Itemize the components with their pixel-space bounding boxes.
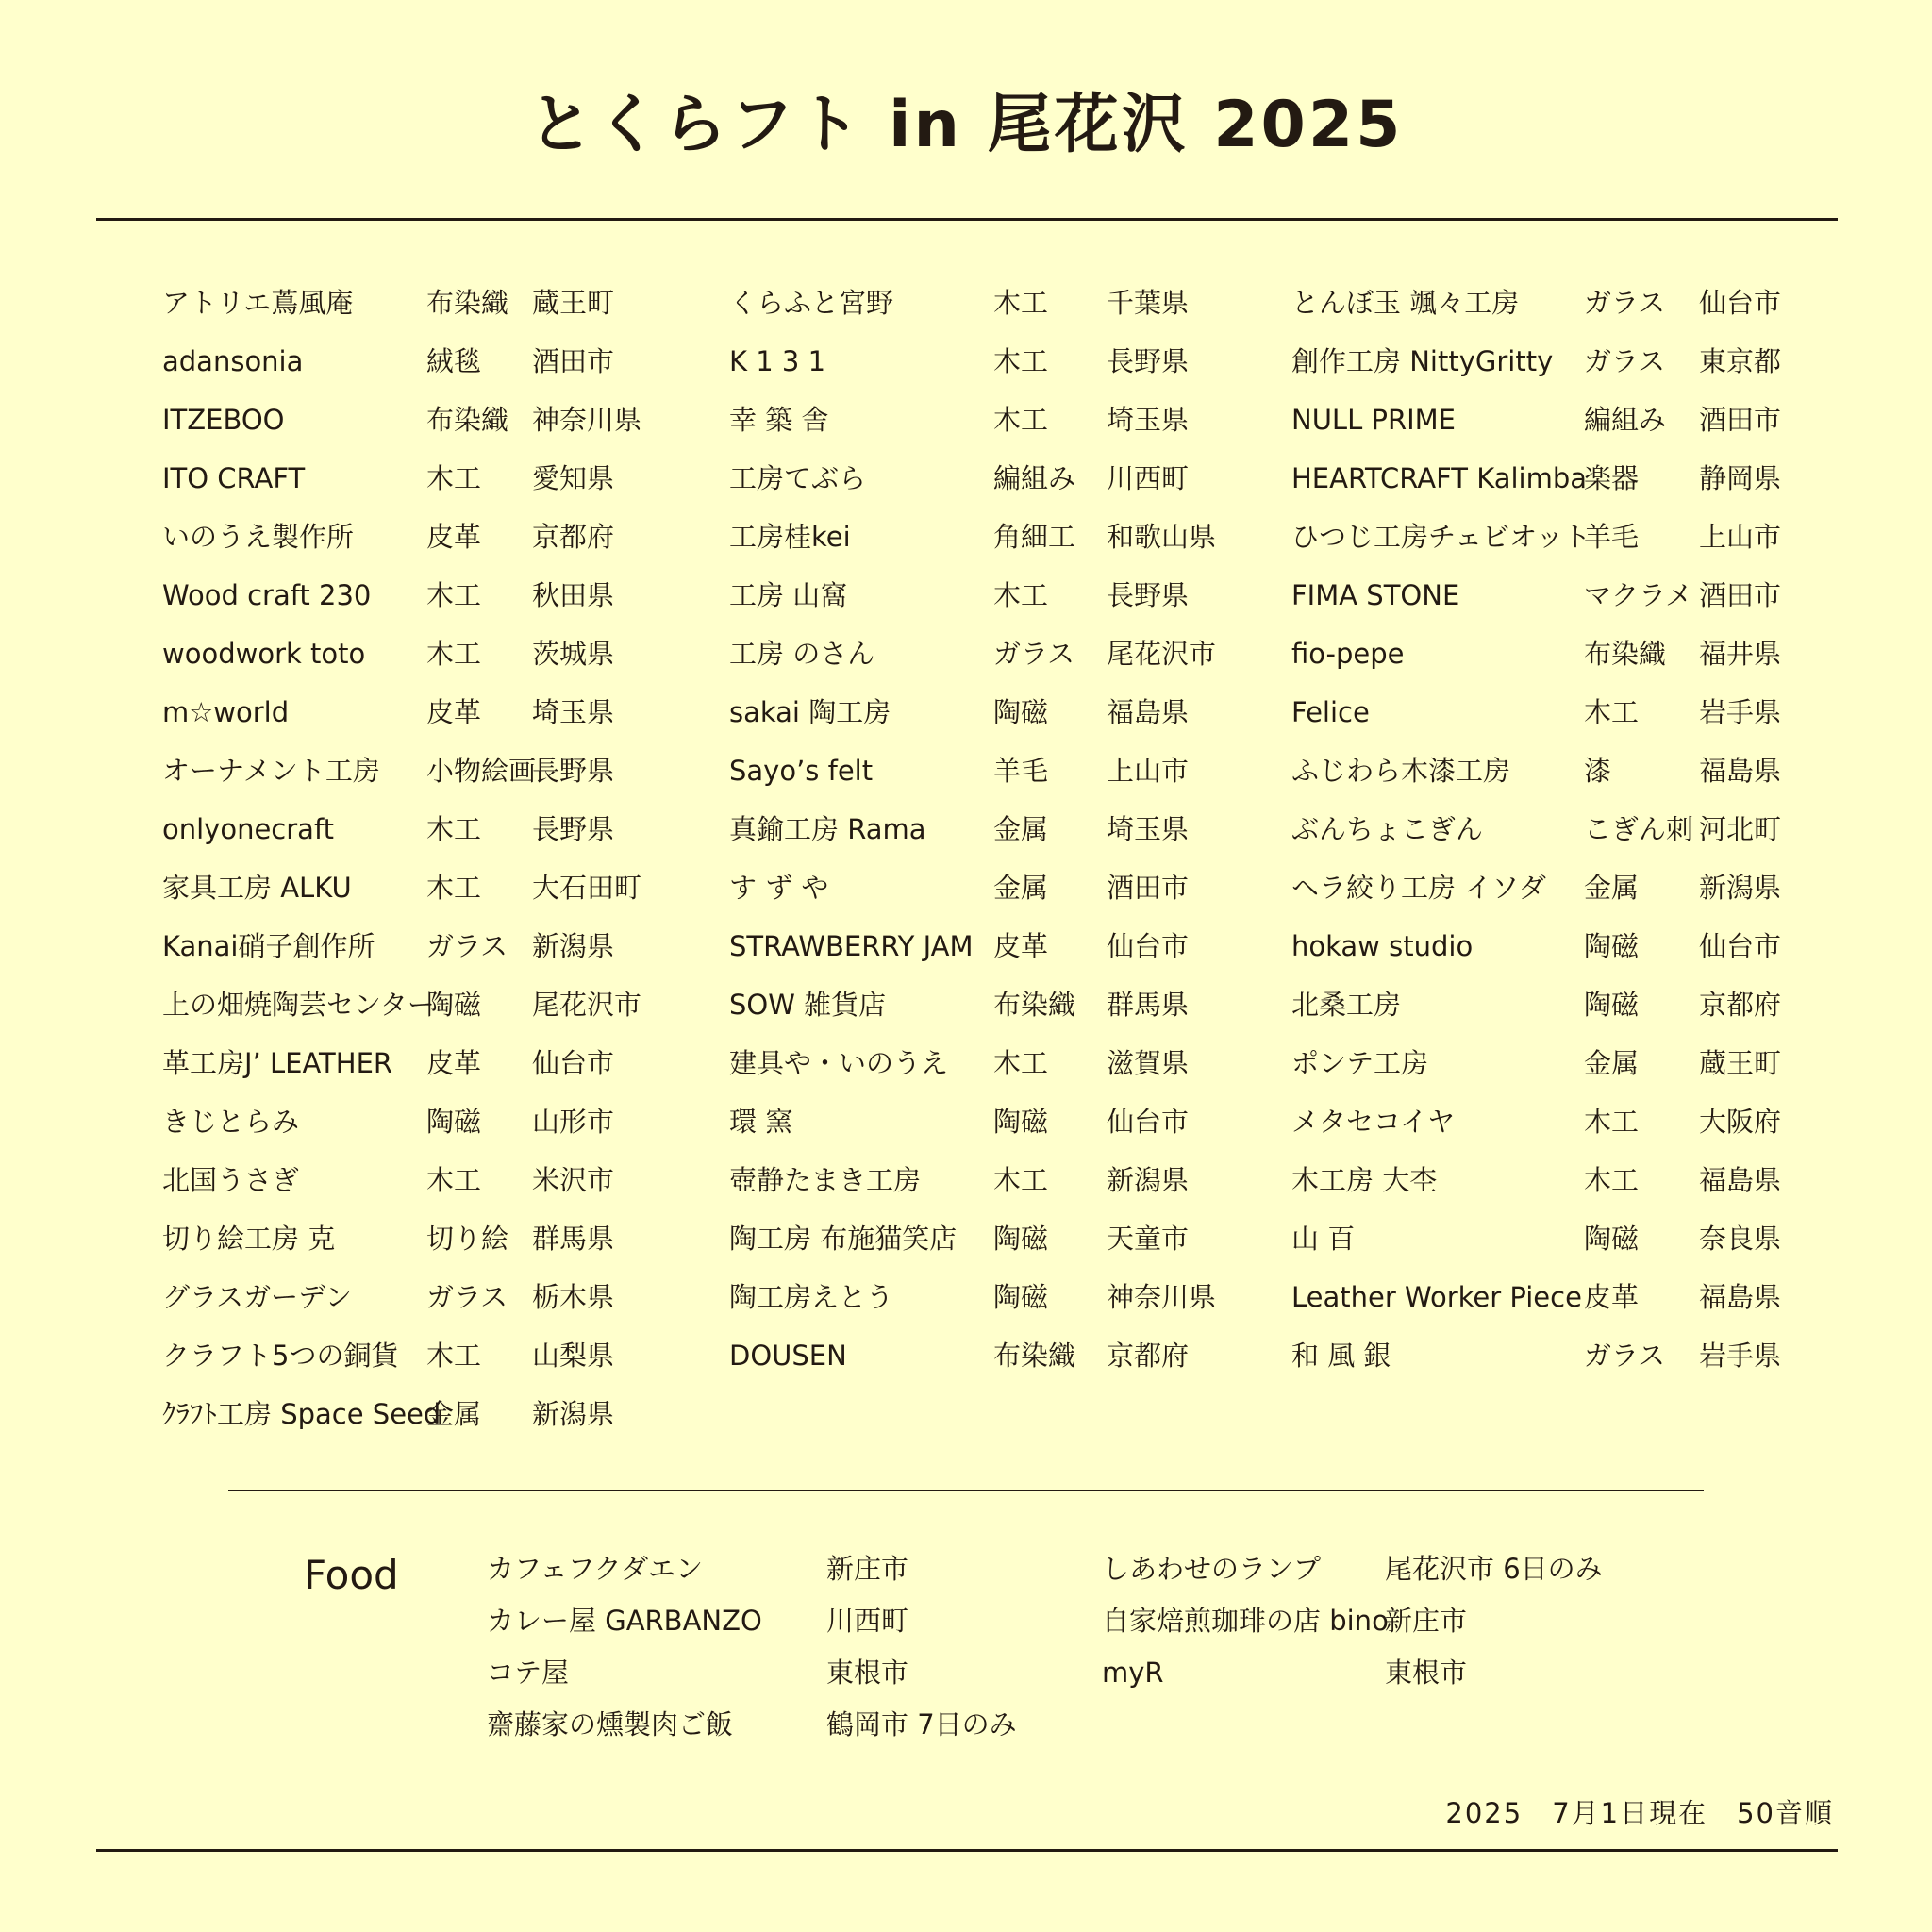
food-vendor-location: 尾花沢市 6日のみ <box>1385 1553 1603 1585</box>
craft-type: マクラメ <box>1584 579 1693 611</box>
exhibitor-name: SOW 雑貨店 <box>729 989 887 1021</box>
craft-type: 木工 <box>426 872 482 904</box>
exhibitor-location: 上山市 <box>1699 521 1782 553</box>
exhibitor-location: 神奈川県 <box>532 404 642 436</box>
exhibitor-name: fio-pepe <box>1291 638 1405 670</box>
craft-type: 皮革 <box>426 696 482 728</box>
craft-type: 木工 <box>426 462 482 494</box>
craft-type: 木工 <box>426 813 482 845</box>
exhibitor-row <box>729 975 1229 1034</box>
exhibitor-name: 木工房 大杢 <box>1291 1164 1438 1196</box>
exhibitor-row <box>1291 1326 1791 1385</box>
exhibitor-location: 長野県 <box>1107 345 1190 377</box>
exhibitor-row <box>1291 391 1791 449</box>
exhibitor-row <box>162 683 653 741</box>
page-title: とくらフト in 尾花沢 2025 <box>528 88 1404 162</box>
exhibitor-row <box>162 1385 653 1443</box>
craft-type: 切り絵 <box>426 1223 509 1255</box>
exhibitor-location: 岩手県 <box>1699 696 1782 728</box>
craft-type: 編組み <box>1584 404 1667 436</box>
exhibitor-row <box>729 508 1229 566</box>
craft-type: 陶磁 <box>993 1223 1049 1255</box>
exhibitor-name: 陶工房 布施猫笑店 <box>729 1223 958 1255</box>
craft-type: ガラス <box>993 638 1075 670</box>
exhibitor-name: sakai 陶工房 <box>729 696 891 728</box>
exhibitor-location: 静岡県 <box>1699 462 1782 494</box>
exhibitor-row <box>729 449 1229 508</box>
exhibitor-row <box>162 449 653 508</box>
craft-type: ガラス <box>1584 287 1666 319</box>
exhibitor-name: 北国うさぎ <box>162 1164 300 1196</box>
exhibitor-row <box>729 683 1229 741</box>
exhibitor-row <box>729 566 1229 625</box>
craft-type: 漆 <box>1584 755 1612 787</box>
craft-type: 布染織 <box>426 287 509 319</box>
exhibitor-row <box>1291 1268 1791 1326</box>
craft-type: 羊毛 <box>1584 521 1640 553</box>
exhibitor-name: ｸﾗﾌﾄ工房 Space Seed <box>162 1398 441 1430</box>
exhibitor-location: 酒田市 <box>1699 579 1782 611</box>
exhibitor-row <box>1291 1034 1791 1092</box>
craft-type: 角細工 <box>993 521 1076 553</box>
craft-type: 陶磁 <box>426 989 482 1021</box>
food-row <box>487 1543 1072 1595</box>
exhibitor-location: 上山市 <box>1107 755 1190 787</box>
food-row <box>1102 1543 1687 1595</box>
craft-type: ガラス <box>426 930 508 962</box>
exhibitor-location: 大石田町 <box>532 872 642 904</box>
exhibitor-name: きじとらみ <box>162 1106 300 1138</box>
food-vendor-name: myR <box>1102 1657 1164 1689</box>
craft-type: 木工 <box>993 579 1049 611</box>
exhibitor-name: 建具や・いのうえ <box>729 1047 949 1079</box>
craft-type: 陶磁 <box>426 1106 482 1138</box>
exhibitor-name: ヘラ絞り工房 イソダ <box>1291 872 1546 904</box>
craft-type: 木工 <box>993 404 1049 436</box>
exhibitor-location: 埼玉県 <box>1107 813 1190 845</box>
craft-type: 陶磁 <box>993 696 1049 728</box>
exhibitor-column-2 <box>729 274 1229 1385</box>
craft-type: 木工 <box>1584 696 1640 728</box>
craft-type: ガラス <box>1584 345 1666 377</box>
exhibitor-row <box>162 508 653 566</box>
exhibitor-name: adansonia <box>162 345 304 377</box>
exhibitor-location: 大阪府 <box>1699 1106 1782 1138</box>
exhibitor-name: FIMA STONE <box>1291 579 1460 611</box>
food-row <box>487 1699 1072 1751</box>
exhibitor-row <box>1291 1209 1791 1268</box>
exhibitor-location: 奈良県 <box>1699 1223 1782 1255</box>
exhibitor-location: 仙台市 <box>1699 930 1782 962</box>
food-vendor-name: 自家焙煎珈琲の店 bino <box>1102 1605 1389 1637</box>
exhibitor-location: 群馬県 <box>1107 989 1190 1021</box>
food-vendor-name: カレー屋 GARBANZO <box>487 1605 762 1637</box>
exhibitor-name: 上の畑焼陶芸センター <box>162 989 435 1021</box>
exhibitor-location: 福井県 <box>1699 638 1782 670</box>
exhibitor-location: 仙台市 <box>1107 1106 1190 1138</box>
exhibitor-row <box>1291 508 1791 566</box>
exhibitor-row <box>1291 625 1791 683</box>
exhibitor-name: Sayo’s felt <box>729 755 874 787</box>
exhibitor-name: 和 風 銀 <box>1291 1340 1391 1372</box>
exhibitor-location: 茨城県 <box>532 638 615 670</box>
food-heading: Food <box>304 1552 399 1598</box>
exhibitor-row <box>162 1326 653 1385</box>
exhibitor-name: Kanai硝子創作所 <box>162 930 375 962</box>
exhibitor-location: 東京都 <box>1699 345 1782 377</box>
craft-type: 皮革 <box>426 1047 482 1079</box>
craft-type: 金属 <box>1584 872 1640 904</box>
exhibitor-name: とんぼ玉 颯々工房 <box>1291 287 1520 319</box>
exhibitor-row <box>1291 741 1791 800</box>
exhibitor-name: アトリエ蔦風庵 <box>162 287 354 319</box>
food-vendor-location: 新庄市 <box>826 1553 909 1585</box>
craft-type: 布染織 <box>993 1340 1076 1372</box>
exhibitor-name: DOUSEN <box>729 1340 847 1372</box>
food-row <box>487 1595 1072 1647</box>
exhibitor-location: 福島県 <box>1699 1281 1782 1313</box>
craft-type: こぎん刺 <box>1584 813 1694 845</box>
exhibitor-name: いのうえ製作所 <box>162 521 355 553</box>
exhibitor-location: 仙台市 <box>1699 287 1782 319</box>
exhibitor-location: 尾花沢市 <box>532 989 642 1021</box>
exhibitor-row <box>729 274 1229 332</box>
exhibitor-location: 福島県 <box>1699 755 1782 787</box>
exhibitor-name: HEARTCRAFT Kalimba <box>1291 462 1588 494</box>
exhibitor-name: 環 窯 <box>729 1106 793 1138</box>
exhibitor-row <box>729 625 1229 683</box>
craft-type: 陶磁 <box>1584 930 1640 962</box>
exhibitor-row <box>1291 332 1791 391</box>
exhibitor-location: 京都府 <box>1699 989 1782 1021</box>
exhibitor-name: STRAWBERRY JAM <box>729 930 974 962</box>
exhibitor-name: 切り絵工房 克 <box>162 1223 336 1255</box>
exhibitor-location: 山形市 <box>532 1106 615 1138</box>
exhibitor-location: 愛知県 <box>532 462 615 494</box>
craft-type: 木工 <box>1584 1164 1640 1196</box>
exhibitor-location: 長野県 <box>532 755 615 787</box>
craft-type: ガラス <box>426 1281 508 1313</box>
exhibitor-name: 工房 山窩 <box>729 579 848 611</box>
exhibitor-row <box>1291 683 1791 741</box>
exhibitor-row <box>162 858 653 917</box>
exhibitor-location: 福島県 <box>1699 1164 1782 1196</box>
exhibitor-location: 酒田市 <box>1699 404 1782 436</box>
craft-type: 陶磁 <box>993 1106 1049 1138</box>
exhibitor-row <box>729 800 1229 858</box>
food-vendor-name: コテ屋 <box>487 1657 570 1689</box>
section-divider <box>228 1490 1704 1491</box>
craft-type: 木工 <box>426 1340 482 1372</box>
craft-type: 絨毯 <box>426 345 482 377</box>
exhibitor-name: 北桑工房 <box>1291 989 1402 1021</box>
top-divider <box>96 218 1838 221</box>
exhibitor-name: クラフト5つの銅貨 <box>162 1340 399 1372</box>
exhibitor-row <box>729 917 1229 975</box>
craft-type: 木工 <box>426 579 482 611</box>
exhibitor-location: 埼玉県 <box>1107 404 1190 436</box>
exhibitor-name: woodwork toto <box>162 638 366 670</box>
craft-type: 羊毛 <box>993 755 1049 787</box>
exhibitor-row <box>162 1092 653 1151</box>
food-vendor-location: 東根市 <box>1385 1657 1468 1689</box>
exhibitor-name: す ず や <box>729 872 829 904</box>
exhibitor-row <box>1291 917 1791 975</box>
exhibitor-row <box>729 1151 1229 1209</box>
exhibitor-row <box>1291 1092 1791 1151</box>
exhibitor-row <box>1291 858 1791 917</box>
bottom-divider <box>96 1849 1838 1852</box>
exhibitor-row <box>162 1268 653 1326</box>
exhibitor-name: 陶工房えとう <box>729 1281 894 1313</box>
exhibitor-location: 新潟県 <box>1107 1164 1190 1196</box>
food-row <box>1102 1647 1687 1699</box>
food-row <box>1102 1595 1687 1647</box>
exhibitor-location: 京都府 <box>532 521 615 553</box>
craft-type: 木工 <box>993 1164 1049 1196</box>
exhibitor-name: NULL PRIME <box>1291 404 1456 436</box>
exhibitor-location: 栃木県 <box>532 1281 615 1313</box>
craft-type: ガラス <box>1584 1340 1666 1372</box>
craft-type: 木工 <box>993 1047 1049 1079</box>
exhibitor-location: 埼玉県 <box>532 696 615 728</box>
food-vendor-location: 東根市 <box>826 1657 909 1689</box>
exhibitor-row <box>162 1151 653 1209</box>
exhibitor-location: 酒田市 <box>532 345 615 377</box>
exhibitor-location: 仙台市 <box>532 1047 615 1079</box>
craft-type: 布染織 <box>426 404 509 436</box>
date-note: 2025 7月1日現在 50音順 <box>1445 1797 1834 1829</box>
food-row <box>487 1647 1072 1699</box>
exhibitor-location: 河北町 <box>1699 813 1782 845</box>
food-vendor-name: しあわせのランプ <box>1102 1553 1322 1585</box>
exhibitor-name: 工房 のさん <box>729 638 875 670</box>
exhibitor-row <box>729 1268 1229 1326</box>
exhibitor-name: hokaw studio <box>1291 930 1474 962</box>
exhibitor-row <box>729 1326 1229 1385</box>
exhibitor-row <box>162 917 653 975</box>
exhibitor-name: ひつじ工房チェビオット <box>1291 521 1591 553</box>
exhibitor-name: 壺静たまき工房 <box>729 1164 922 1196</box>
craft-type: 布染織 <box>1584 638 1667 670</box>
exhibitor-name: m☆world <box>162 696 290 728</box>
exhibitor-name: くらふと宮野 <box>729 287 894 319</box>
exhibitor-name: Wood craft 230 <box>162 579 372 611</box>
exhibitor-row <box>1291 975 1791 1034</box>
food-vendor-location: 鶴岡市 7日のみ <box>826 1708 1017 1740</box>
exhibitor-location: 京都府 <box>1107 1340 1190 1372</box>
exhibitor-location: 川西町 <box>1107 462 1190 494</box>
exhibitor-row <box>162 332 653 391</box>
exhibitor-name: 家具工房 ALKU <box>162 872 352 904</box>
exhibitor-name: ITO CRAFT <box>162 462 306 494</box>
exhibitor-name: 山 百 <box>1291 1223 1356 1255</box>
exhibitor-location: 千葉県 <box>1107 287 1190 319</box>
craft-type: 金属 <box>426 1398 482 1430</box>
exhibitor-row <box>1291 566 1791 625</box>
exhibitor-row <box>729 332 1229 391</box>
exhibitor-name: K 1 3 1 <box>729 345 826 377</box>
exhibitor-name: Leather Worker Piece <box>1291 1281 1582 1313</box>
exhibitor-location: 神奈川県 <box>1107 1281 1217 1313</box>
exhibitor-row <box>162 391 653 449</box>
exhibitor-location: 米沢市 <box>532 1164 615 1196</box>
exhibitor-location: 長野県 <box>532 813 615 845</box>
craft-type: 金属 <box>993 813 1049 845</box>
exhibitor-row <box>729 1092 1229 1151</box>
food-column-1 <box>487 1543 1072 1751</box>
exhibitor-row <box>162 975 653 1034</box>
exhibitor-location: 長野県 <box>1107 579 1190 611</box>
exhibitor-row <box>162 274 653 332</box>
exhibitor-location: 群馬県 <box>532 1223 615 1255</box>
craft-type: 布染織 <box>993 989 1076 1021</box>
exhibitor-name: Felice <box>1291 696 1370 728</box>
exhibitor-location: 新潟県 <box>532 1398 615 1430</box>
exhibitor-row <box>729 858 1229 917</box>
exhibitor-name: 創作工房 NittyGritty <box>1291 345 1554 377</box>
craft-type: 編組み <box>993 462 1076 494</box>
craft-type: 皮革 <box>426 521 482 553</box>
exhibitor-name: ふじわら木漆工房 <box>1291 755 1511 787</box>
exhibitor-name: onlyonecraft <box>162 813 335 845</box>
exhibitor-row <box>729 741 1229 800</box>
exhibitor-location: 秋田県 <box>532 579 615 611</box>
craft-type: 木工 <box>426 1164 482 1196</box>
exhibitor-name: 革工房J’ LEATHER <box>162 1047 393 1079</box>
craft-type: 小物絵画 <box>426 755 537 787</box>
craft-type: 陶磁 <box>993 1281 1049 1313</box>
exhibitor-location: 和歌山県 <box>1107 521 1217 553</box>
food-column-2 <box>1102 1543 1687 1699</box>
exhibitor-location: 福島県 <box>1107 696 1190 728</box>
exhibitor-location: 山梨県 <box>532 1340 615 1372</box>
exhibitor-row <box>729 1209 1229 1268</box>
food-vendor-name: カフェフクダエン <box>487 1553 704 1585</box>
exhibitor-location: 天童市 <box>1107 1223 1190 1255</box>
exhibitor-row <box>1291 449 1791 508</box>
exhibitor-location: 滋賀県 <box>1107 1047 1190 1079</box>
exhibitor-location: 尾花沢市 <box>1107 638 1217 670</box>
exhibitor-location: 酒田市 <box>1107 872 1190 904</box>
craft-type: 木工 <box>993 287 1049 319</box>
food-vendor-location: 新庄市 <box>1385 1605 1468 1637</box>
exhibitor-location: 新潟県 <box>1699 872 1782 904</box>
exhibitor-row <box>162 741 653 800</box>
craft-type: 木工 <box>426 638 482 670</box>
exhibitor-name: ぶんちょこぎん <box>1291 813 1484 845</box>
exhibitor-row <box>162 1209 653 1268</box>
exhibitor-row <box>1291 800 1791 858</box>
exhibitor-row <box>729 1034 1229 1092</box>
exhibitor-name: 幸 築 舎 <box>729 404 829 436</box>
exhibitor-location: 蔵王町 <box>532 287 615 319</box>
exhibitor-name: グラスガーデン <box>162 1281 353 1313</box>
exhibitor-location: 岩手県 <box>1699 1340 1782 1372</box>
exhibitor-row <box>162 1034 653 1092</box>
exhibitor-location: 仙台市 <box>1107 930 1190 962</box>
exhibitor-name: オーナメント工房 <box>162 755 380 787</box>
exhibitor-location: 蔵王町 <box>1699 1047 1782 1079</box>
exhibitor-row <box>1291 274 1791 332</box>
exhibitor-name: ポンテ工房 <box>1291 1047 1429 1079</box>
exhibitor-name: メタセコイヤ <box>1291 1106 1456 1138</box>
craft-type: 皮革 <box>993 930 1049 962</box>
craft-type: 陶磁 <box>1584 1223 1640 1255</box>
exhibitor-name: 工房てぶら <box>729 462 867 494</box>
exhibitor-row <box>162 566 653 625</box>
craft-type: 皮革 <box>1584 1281 1640 1313</box>
craft-type: 木工 <box>993 345 1049 377</box>
craft-type: 陶磁 <box>1584 989 1640 1021</box>
exhibitor-row <box>729 391 1229 449</box>
exhibitor-location: 新潟県 <box>532 930 615 962</box>
exhibitor-name: 真鍮工房 Rama <box>729 813 926 845</box>
craft-type: 木工 <box>1584 1106 1640 1138</box>
craft-type: 楽器 <box>1584 462 1640 494</box>
food-vendor-name: 齋藤家の燻製肉ご飯 <box>487 1708 734 1740</box>
exhibitor-column-1 <box>162 274 653 1443</box>
exhibitor-column-3 <box>1291 274 1791 1385</box>
food-vendor-location: 川西町 <box>826 1605 909 1637</box>
exhibitor-name: 工房桂kei <box>729 521 851 553</box>
craft-type: 金属 <box>993 872 1049 904</box>
exhibitor-row <box>1291 1151 1791 1209</box>
exhibitor-row <box>162 800 653 858</box>
exhibitor-name: ITZEBOO <box>162 404 285 436</box>
craft-type: 金属 <box>1584 1047 1640 1079</box>
exhibitor-row <box>162 625 653 683</box>
